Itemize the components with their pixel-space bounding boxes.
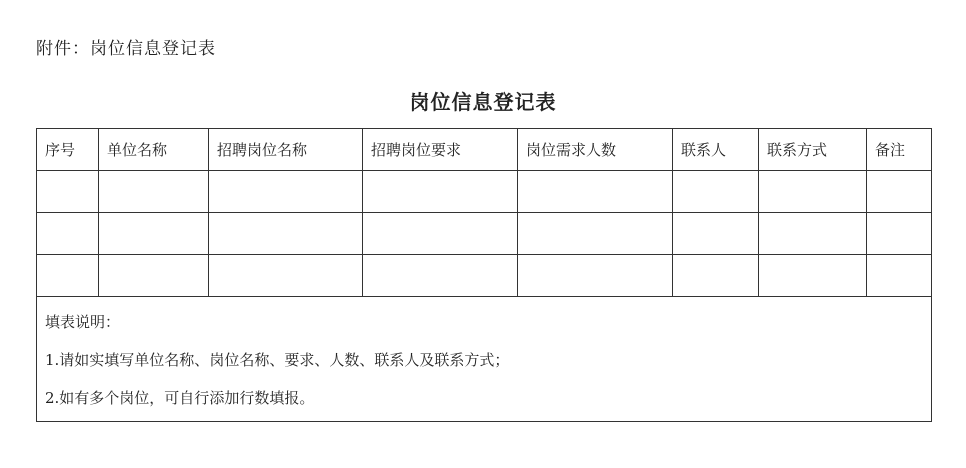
- table-cell[interactable]: [363, 255, 518, 297]
- table-cell[interactable]: [209, 255, 363, 297]
- table-cell[interactable]: [518, 255, 673, 297]
- table-header-row: [37, 129, 932, 171]
- notes-line-2: 2.如有多个岗位，可自行添加行数填报。: [45, 389, 315, 407]
- table-cell[interactable]: [867, 255, 932, 297]
- header-headcount: 岗位需求人数: [518, 129, 673, 171]
- table-cell[interactable]: [37, 255, 99, 297]
- notes-heading: 填表说明：: [45, 313, 121, 331]
- notes-line-1: 1.请如实填写单位名称、岗位名称、要求、人数、联系人及联系方式；: [45, 351, 510, 369]
- table-cell[interactable]: [37, 171, 99, 213]
- table-cell[interactable]: [363, 213, 518, 255]
- table-cell[interactable]: [673, 213, 759, 255]
- table-cell[interactable]: [99, 213, 209, 255]
- table-cell[interactable]: [867, 213, 932, 255]
- table-cell[interactable]: [363, 171, 518, 213]
- table-cell[interactable]: [99, 255, 209, 297]
- header-position-name: 招聘岗位名称: [209, 129, 363, 171]
- attachment-label: 附件：岗位信息登记表: [36, 39, 216, 59]
- position-register-table: [36, 128, 932, 422]
- table-row: [37, 213, 932, 255]
- page-title: 岗位信息登记表: [409, 90, 557, 114]
- table-cell[interactable]: [209, 213, 363, 255]
- table-row: [37, 255, 932, 297]
- header-position-requirements: 招聘岗位要求: [363, 129, 518, 171]
- table-cell[interactable]: [518, 171, 673, 213]
- table-cell[interactable]: [673, 171, 759, 213]
- notes-cell: [37, 297, 932, 422]
- table-row: [37, 171, 932, 213]
- table-cell[interactable]: [37, 213, 99, 255]
- table-cell[interactable]: [99, 171, 209, 213]
- table-cell[interactable]: [673, 255, 759, 297]
- notes-row: [37, 297, 932, 422]
- table-cell[interactable]: [759, 255, 867, 297]
- table-cell[interactable]: [759, 171, 867, 213]
- table-cell[interactable]: [867, 171, 932, 213]
- header-serial-number: 序号: [37, 129, 99, 171]
- header-remarks: 备注: [867, 129, 932, 171]
- header-contact-method: 联系方式: [759, 129, 867, 171]
- header-unit-name: 单位名称: [99, 129, 209, 171]
- table-cell[interactable]: [209, 171, 363, 213]
- header-contact-person: 联系人: [673, 129, 759, 171]
- table-cell[interactable]: [518, 213, 673, 255]
- table-cell[interactable]: [759, 213, 867, 255]
